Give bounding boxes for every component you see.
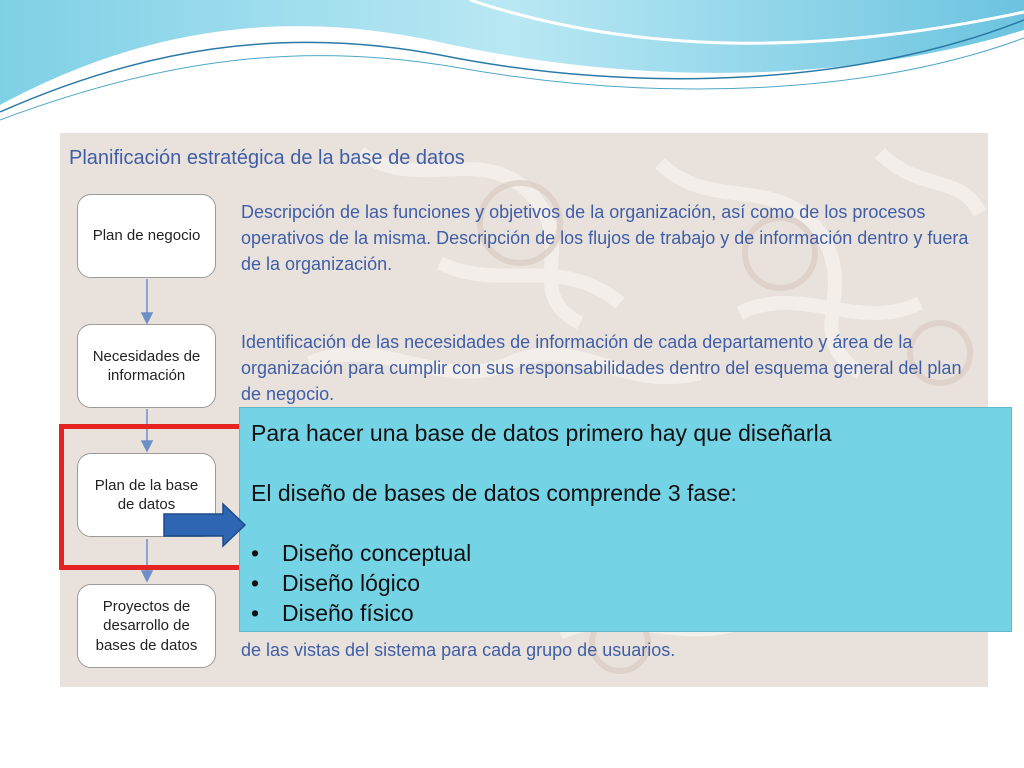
flow-step-description: de las vistas del sistema para cada grupo de usuarios. (241, 640, 676, 660)
flow-step-plan-de-negocio (77, 194, 216, 278)
flow-step-description: Descripción de las funciones y objetivos de la organización, así como de los procesos operativos de la misma. Descripción de los flujos de trabajo y de información dentro y fuera de la organización. (241, 202, 969, 274)
bullet-marker: • (251, 570, 260, 596)
bullet-text: Diseño lógico (282, 570, 421, 596)
callout-bullet-item (251, 570, 420, 597)
flow-step-label: Plan de la base de datos (94, 476, 199, 513)
bullet-text: Diseño físico (282, 600, 414, 626)
callout-bullet-item (251, 600, 414, 627)
bullet-marker: • (251, 540, 260, 566)
flow-step-label: Necesidades de información (92, 347, 201, 384)
flow-step-label: Plan de negocio (92, 227, 201, 245)
flow-step-necesidades-de-informacion (77, 324, 216, 408)
callout-bullet-item (251, 540, 471, 567)
diagram-title: Planificación estratégica de la base de datos (69, 147, 465, 169)
flow-step-description: Identificación de las necesidades de información de cada departamento y área de la organización para cumplir con sus responsabilidades dentro del esquema general del plan de negocio. (241, 332, 962, 404)
flow-step-proyectos-de-desarrollo (77, 584, 216, 668)
flow-step-label: Proyectos de desarrollo de bases de datos (95, 597, 198, 654)
callout-intro-text: Para hacer una base de datos primero hay que diseñarla (251, 420, 832, 446)
right-arrow-icon (163, 502, 247, 548)
highlight-frame (59, 424, 243, 570)
callout-box (239, 407, 1012, 632)
callout-phases-text: El diseño de bases de datos comprende 3 fase: (251, 480, 737, 506)
bullet-text: Diseño conceptual (282, 540, 472, 566)
header-wave-decoration (0, 0, 1024, 130)
bullet-marker: • (251, 600, 260, 626)
